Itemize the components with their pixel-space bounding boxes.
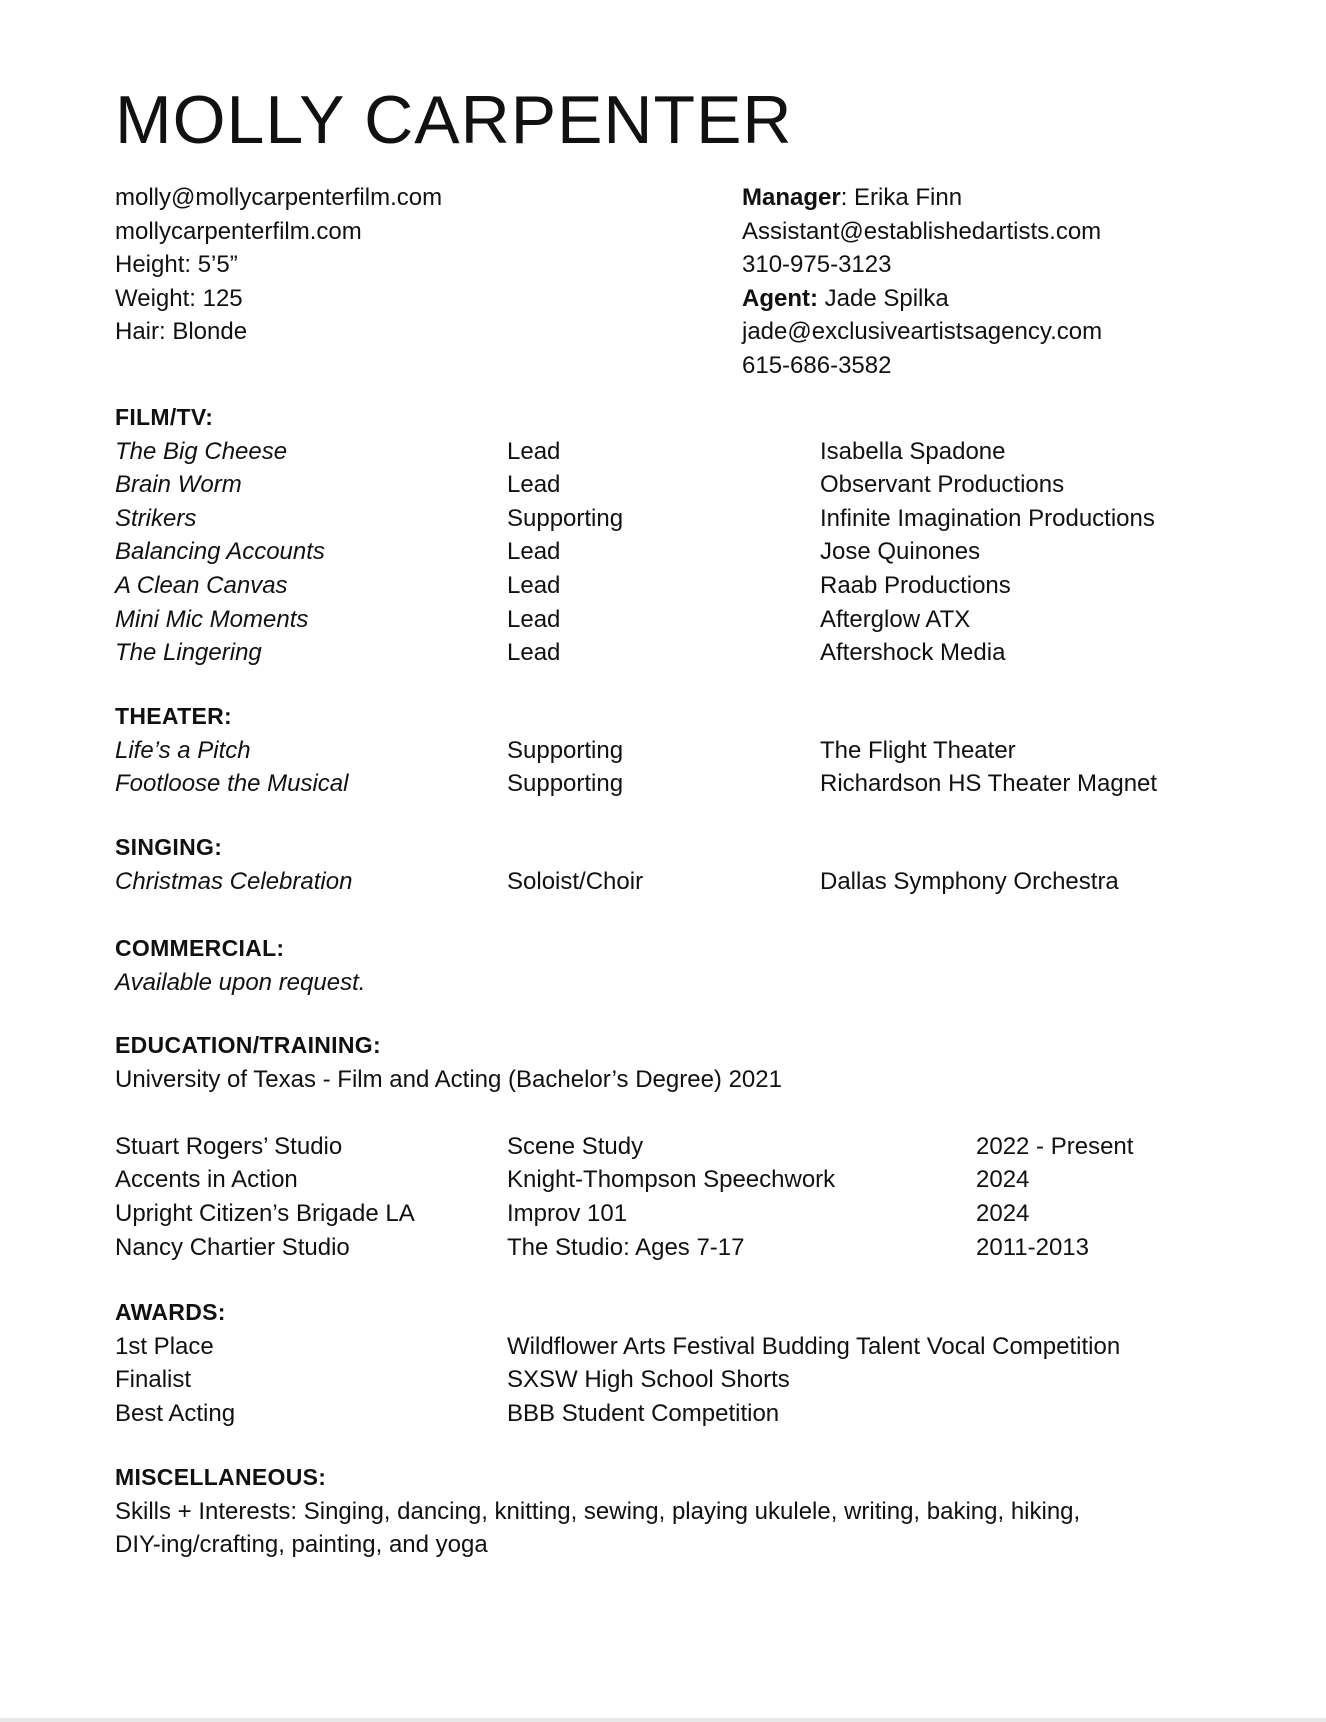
award-event: SXSW High School Shorts xyxy=(507,1366,790,1394)
credit-role: Supporting xyxy=(507,770,624,798)
training-row xyxy=(115,1130,1225,1164)
credit-role: Lead xyxy=(507,605,561,633)
award-name: 1st Place xyxy=(115,1332,214,1360)
credit-row xyxy=(115,603,1225,637)
credit-project: The Big Cheese xyxy=(115,437,288,465)
award-row xyxy=(115,1397,1225,1431)
credit-role: Lead xyxy=(507,639,561,667)
section-title: COMMERCIAL: xyxy=(115,935,285,961)
training-course: Knight-Thompson Speechwork xyxy=(507,1166,836,1194)
manager-name: : Erika Finn xyxy=(840,184,963,211)
credit-row xyxy=(115,767,1225,801)
manager-email: Assistant@establishedartists.com xyxy=(742,217,1102,245)
credit-role: Soloist/Choir xyxy=(507,867,644,895)
training-years: 2022 - Present xyxy=(976,1132,1134,1160)
award-name: Finalist xyxy=(115,1366,192,1394)
manager-line xyxy=(742,181,1102,215)
credit-company: Observant Productions xyxy=(820,471,1065,499)
height: Height: 5’5” xyxy=(115,251,238,279)
training-years: 2024 xyxy=(976,1166,1030,1194)
agent-email: jade@exclusiveartistsagency.com xyxy=(742,318,1103,346)
agent-line xyxy=(742,282,1102,316)
singing-section xyxy=(115,831,1225,898)
credit-company: Aftershock Media xyxy=(820,639,1006,667)
page-bottom-edge xyxy=(0,1718,1326,1722)
personal-info xyxy=(115,181,442,349)
training-years: 2011-2013 xyxy=(976,1233,1089,1261)
award-name: Best Acting xyxy=(115,1399,236,1427)
training-course: The Studio: Ages 7-17 xyxy=(507,1233,745,1261)
credit-role: Supporting xyxy=(507,736,624,764)
film-tv-section xyxy=(115,401,1225,670)
credit-project: Balancing Accounts xyxy=(115,538,325,566)
credit-role: Lead xyxy=(507,571,561,599)
training-school: Stuart Rogers’ Studio xyxy=(115,1132,343,1160)
credit-project: Footloose the Musical xyxy=(115,770,349,798)
section-title: MISCELLANEOUS: xyxy=(115,1464,327,1490)
credit-project: Mini Mic Moments xyxy=(115,605,309,633)
theater-section xyxy=(115,700,1225,801)
credit-company: Afterglow ATX xyxy=(820,605,971,633)
training-row xyxy=(115,1163,1225,1197)
credit-company: Raab Productions xyxy=(820,571,1011,599)
resume-name: MOLLY CARPENTER xyxy=(115,82,793,158)
credit-role: Lead xyxy=(507,538,561,566)
credit-company: Dallas Symphony Orchestra xyxy=(820,867,1119,895)
credit-project: The Lingering xyxy=(115,639,262,667)
commercial-section xyxy=(115,932,1225,999)
training-row xyxy=(115,1231,1225,1265)
awards-section xyxy=(115,1296,1225,1430)
credit-company: Infinite Imagination Productions xyxy=(820,504,1155,532)
credit-row xyxy=(115,865,1225,899)
agent-name: Jade Spilka xyxy=(817,284,949,312)
misc-section xyxy=(115,1461,1225,1562)
credit-row xyxy=(115,535,1225,569)
credit-project: Life’s a Pitch xyxy=(115,736,251,764)
credit-row xyxy=(115,468,1225,502)
skills-line-1: Skills + Interests: Singing, dancing, knitting, sewing, playing ukulele, writing, baking, hiking, xyxy=(115,1497,1081,1525)
training-course: Improv 101 xyxy=(507,1199,628,1227)
credit-project: Strikers xyxy=(115,504,197,532)
manager-phone: 310-975-3123 xyxy=(742,251,892,279)
credit-row xyxy=(115,502,1225,536)
training-school: Upright Citizen’s Brigade LA xyxy=(115,1199,415,1227)
degree: University of Texas - Film and Acting (Bachelor’s Degree) 2021 xyxy=(115,1065,782,1093)
section-title: EDUCATION/TRAINING: xyxy=(115,1032,381,1058)
credit-row xyxy=(115,569,1225,603)
website: mollycarpenterfilm.com xyxy=(115,217,362,245)
agent-label: Agent: xyxy=(742,284,818,312)
training-row xyxy=(115,1197,1225,1231)
credit-company: The Flight Theater xyxy=(820,736,1016,764)
weight: Weight: 125 xyxy=(115,284,243,312)
credit-role: Supporting xyxy=(507,504,624,532)
section-title: SINGING: xyxy=(115,834,223,860)
credit-company: Richardson HS Theater Magnet xyxy=(820,770,1158,798)
section-title: THEATER: xyxy=(115,703,232,729)
credit-row xyxy=(115,734,1225,768)
training-school: Nancy Chartier Studio xyxy=(115,1233,350,1261)
credit-project: A Clean Canvas xyxy=(115,571,288,599)
training-school: Accents in Action xyxy=(115,1166,298,1194)
section-title: FILM/TV: xyxy=(115,404,214,430)
hair: Hair: Blonde xyxy=(115,318,248,346)
credit-project: Brain Worm xyxy=(115,471,242,499)
manager-label: Manager xyxy=(742,184,841,211)
education-section xyxy=(115,1029,1225,1264)
agent-phone: 615-686-3582 xyxy=(742,351,892,379)
representation-info xyxy=(742,181,1102,383)
section-title: AWARDS: xyxy=(115,1299,226,1325)
credit-company: Jose Quinones xyxy=(820,538,981,566)
award-event: Wildflower Arts Festival Budding Talent Vocal Competition xyxy=(507,1332,1121,1360)
credit-role: Lead xyxy=(507,471,561,499)
training-years: 2024 xyxy=(976,1199,1030,1227)
award-row xyxy=(115,1330,1225,1364)
award-row xyxy=(115,1363,1225,1397)
credit-company: Isabella Spadone xyxy=(820,437,1006,465)
credit-row xyxy=(115,636,1225,670)
skills-line-2: DIY-ing/crafting, painting, and yoga xyxy=(115,1531,488,1559)
credit-row xyxy=(115,435,1225,469)
credit-role: Lead xyxy=(507,437,561,465)
credit-project: Christmas Celebration xyxy=(115,867,353,895)
training-course: Scene Study xyxy=(507,1132,644,1160)
email: molly@mollycarpenterfilm.com xyxy=(115,184,443,211)
award-event: BBB Student Competition xyxy=(507,1399,780,1427)
commercial-text: Available upon request. xyxy=(115,968,366,996)
